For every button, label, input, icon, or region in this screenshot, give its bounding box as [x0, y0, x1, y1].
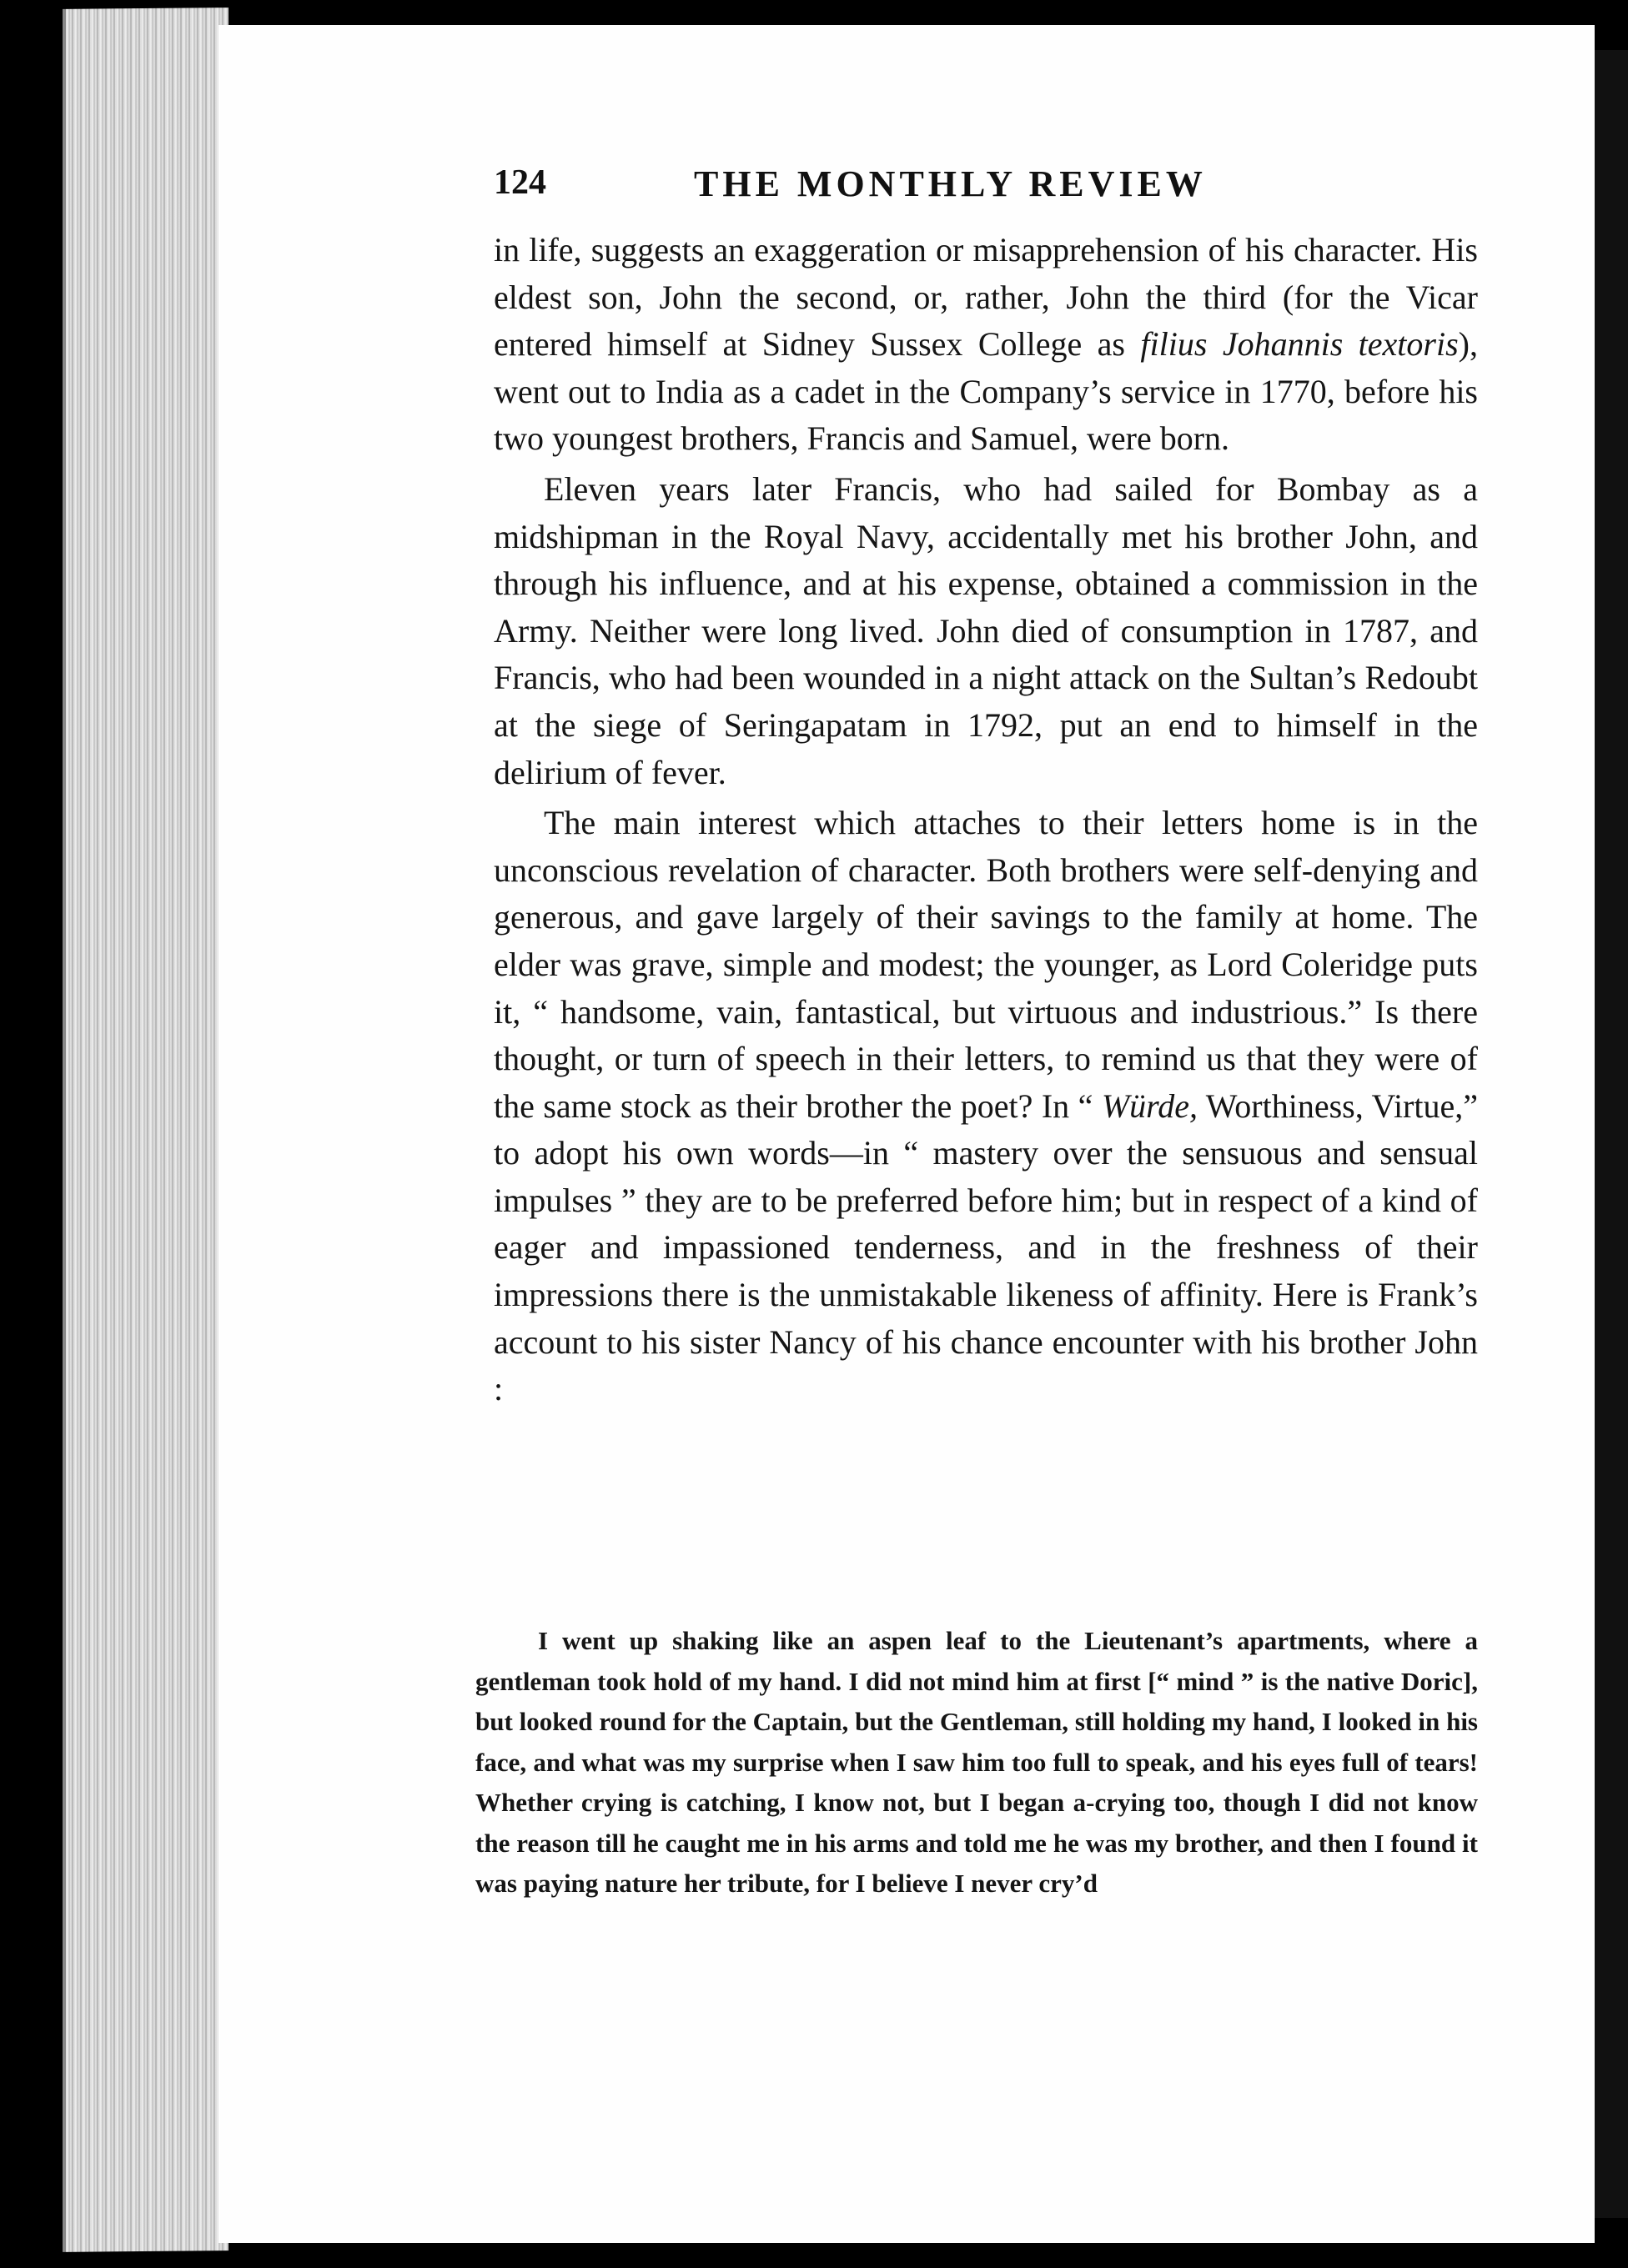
running-title: THE MONTHLY REVIEW	[694, 163, 1207, 204]
facing-page-edge	[1595, 50, 1628, 2218]
page-header	[494, 163, 1478, 213]
latin-phrase: filius Johannis textoris	[1140, 325, 1459, 364]
paragraph-3-part-3: Worthiness, Virtue,” to adopt his own words—in “ mastery over the sensuous and sensual impulses ” they are to be preferred before him; but in respect of a kind of eager and impassioned tenderness, and in the freshness of their impressions there is the unmistakable likeness of affinity. Here is Frank’s account to his sister Nancy of his chance encounter with his brother John :	[494, 1086, 1478, 1408]
german-word: Würde,	[1101, 1086, 1198, 1125]
book-page-edges	[63, 8, 229, 2252]
letter-quotation	[475, 1621, 1478, 1904]
quotation-text: I went up shaking like an aspen leaf to the Lieutenant’s apartments, where a gentleman took hold of my hand. I did not mind him at first [“ mind ” is the native Doric], but looked round for the Captain, but the Gentleman, still holding my hand, I looked in his face, and what was my surprise when I saw him too full to speak, and his eyes full of tears! Whether crying is catching, I know not, but I began a-crying too, though I did not know the reason till he caught me in his arms and told me he was my brother, and then I found it was paying nature her tribute, for I believe I never cry’d	[475, 1626, 1478, 1898]
paragraph-2: Eleven years later Francis, who had sailed for Bombay as a midshipman in the Royal Navy, accidentally met his brother John, and through his influence, and at his expense, obtained a commission in the Army. Neither were long lived. John died of consumption in 1787, and Francis, who had been wounded in a night attack on the Sultan’s Redoubt at the siege of Seringapatam in 1792, put an end to himself in the delirium of fever.	[494, 469, 1478, 791]
body-text	[494, 227, 1478, 1413]
paragraph-1-part-3: ), went out to India as a cadet in the Company’s service in 1770, before his two youngest brothers, Francis and Samuel, were born.	[494, 325, 1478, 458]
paragraph-1	[494, 227, 1478, 463]
page-number: 124	[494, 163, 546, 202]
paragraph-3-part-1: The main interest which attaches to their letters home is in the unconscious revelation of character. Both brothers were self-denying and generous, and gave largely of their savings to the family at home. The elder was grave, simple and modest; the younger, as Lord Coleridge puts it, “ handsome, vain, fantastical, but virtuous and industrious.” Is there thought, or turn of speech in their letters, to remind us that they were of the same stock as their brother the poet? In “	[494, 804, 1478, 1125]
paragraph-1-part-1: in life, suggests an exaggeration or misapprehension of his character. His eldest son, John the second, or, rather, John the third (for the Vicar entered himself at Sidney Sussex College as	[494, 231, 1478, 364]
paragraph-3	[494, 800, 1478, 1413]
